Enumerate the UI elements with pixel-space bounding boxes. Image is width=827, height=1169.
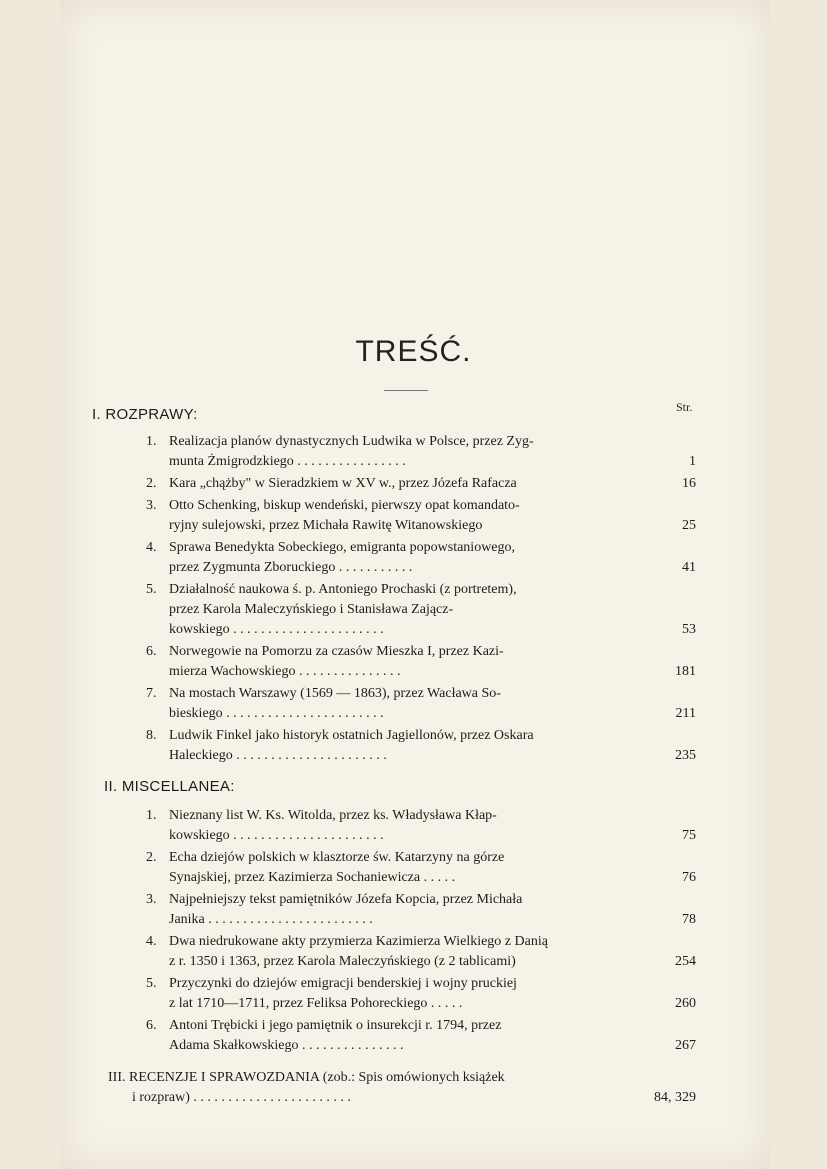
entry-line: Sprawa Benedykta Sobeckiego, emigranta popowstaniowego, [169,540,516,555]
toc-entry[interactable] [146,538,696,578]
toc-entry[interactable] [146,848,696,888]
entry-page-number: 267 [675,1038,696,1053]
entry-line-last [146,662,696,682]
toc-entry[interactable] [146,684,696,724]
entry-line: Na mostach Warszawy (1569 — 1863), przez Wacława So- [169,686,501,701]
section-heading-recenzje: III. RECENZJE I SPRAWOZDANIA (zob.: Spis omówionych książek [108,1070,505,1085]
entry-number: 3. [146,498,157,513]
entry-line-last [146,452,696,472]
entry-line: Haleckiego . . . . . . . . . . . . . . . . . . . . . . [169,748,387,763]
toc-entry[interactable] [146,974,696,1014]
entry-line: Janika . . . . . . . . . . . . . . . . . . . . . . . . [169,912,373,927]
entry-page-number: 211 [675,706,696,721]
entry-line: bieskiego . . . . . . . . . . . . . . . . . . . . . . . [169,706,384,721]
entry-number: 4. [146,540,157,555]
entry-number: 1. [146,808,157,823]
entry-line-last [146,558,696,578]
entry-page-number: 1 [689,454,696,469]
entry-line-last [146,868,696,888]
entry-line: ryjny sulejowski, przez Michała Rawitę Witanowskiego [169,518,483,533]
entry-number: 1. [146,434,157,449]
entry-line: mierza Wachowskiego . . . . . . . . . . . . . . . [169,664,401,679]
entry-line: z lat 1710—1711, przez Feliksa Pohoreckiego . . . . . [169,996,463,1011]
entry-page-number: 84, 329 [654,1090,696,1105]
entry-page-number: 76 [682,870,696,885]
entry-page-number: 41 [682,560,696,575]
entry-number: 5. [146,976,157,991]
entry-line: Synajskiej, przez Kazimierza Sochaniewicza . . . . . [169,870,456,885]
section-heading-rozprawy: I. ROZPRAWY: [92,406,198,423]
entry-number: 3. [146,892,157,907]
entry-line: Przyczynki do dziejów emigracji benderskiej i wojny pruckiej [169,976,517,991]
entry-line: Działalność naukowa ś. p. Antoniego Prochaski (z portretem), [169,582,517,597]
entry-line-last [146,704,696,724]
toc-entry[interactable] [146,932,696,972]
toc-entry[interactable] [146,432,696,472]
entry-page-number: 16 [682,476,696,491]
entry-line-last [146,952,696,972]
entry-number: 4. [146,934,157,949]
entry-line: Realizacja planów dynastycznych Ludwika w Polsce, przez Zyg- [169,434,534,449]
entry-line: Ludwik Finkel jako historyk ostatnich Jagiellonów, przez Oskara [169,728,534,743]
entry-line: Otto Schenking, biskup wendeński, pierwszy opat komandato- [169,498,520,513]
entry-number: 6. [146,644,157,659]
toc-entry-recenzje[interactable] [108,1068,696,1108]
entry-number: 5. [146,582,157,597]
entry-page-number: 75 [682,828,696,843]
toc-entry[interactable] [146,642,696,682]
entry-line-last [146,474,696,494]
entry-line: i rozpraw) . . . . . . . . . . . . . . . . . . . . . . . [132,1090,351,1105]
entry-line-last [146,826,696,846]
entry-line-last [146,1036,696,1056]
page-title: TREŚĆ. [355,335,472,368]
toc-entry[interactable] [146,726,696,766]
toc-entry[interactable] [146,806,696,846]
entry-page-number: 78 [682,912,696,927]
entry-line: Kara „chążby" w Sieradzkiem w XV w., przez Józefa Rafacza [169,476,517,491]
entry-page-number: 25 [682,518,696,533]
entry-line-last [108,1088,696,1108]
entry-line-last [146,746,696,766]
entry-page-number: 235 [675,748,696,763]
entry-line: Antoni Trębicki i jego pamiętnik o insurekcji r. 1794, przez [169,1018,502,1033]
entry-number: 8. [146,728,157,743]
entry-line-last [146,994,696,1014]
entry-line: Dwa niedrukowane akty przymierza Kazimierza Wielkiego z Danią [169,934,548,949]
entry-number: 6. [146,1018,157,1033]
toc-entry[interactable] [146,580,696,640]
entry-page-number: 53 [682,622,696,637]
entry-line: przez Zygmunta Zboruckiego . . . . . . . . . . . [169,560,413,575]
entry-number: 2. [146,476,157,491]
entry-line: Norwegowie na Pomorzu za czasów Mieszka I, przez Kazi- [169,644,504,659]
entry-line: przez Karola Maleczyńskiego i Stanisława Zającz- [169,602,454,617]
toc-entry[interactable] [146,890,696,930]
page-column-label: Str. [676,400,693,414]
entry-number: 7. [146,686,157,701]
entry-page-number: 260 [675,996,696,1011]
entry-line-last [146,516,696,536]
toc-entry[interactable] [146,474,696,494]
entry-line: munta Żmigrodzkiego . . . . . . . . . . . . . . . . [169,454,406,469]
toc-entry[interactable] [146,496,696,536]
entry-line: Adama Skałkowskiego . . . . . . . . . . . . . . . [169,1038,404,1053]
title-rule [384,390,428,391]
entry-page-number: 254 [675,954,696,969]
entry-line: kowskiego . . . . . . . . . . . . . . . . . . . . . . [169,828,384,843]
entry-line: Echa dziejów polskich w klasztorze św. Katarzyny na górze [169,850,505,865]
entry-line-last [146,910,696,930]
entry-line: Nieznany list W. Ks. Witolda, przez ks. Władysława Kłap- [169,808,497,823]
toc-entry[interactable] [146,1016,696,1056]
entry-page-number: 181 [675,664,696,679]
entry-line: kowskiego . . . . . . . . . . . . . . . . . . . . . . [169,622,384,637]
entry-line-last [146,620,696,640]
entry-line: z r. 1350 i 1363, przez Karola Maleczyńskiego (z 2 tablicami) [169,954,516,969]
entry-line: Najpełniejszy tekst pamiętników Józefa Kopcia, przez Michała [169,892,523,907]
section-heading-miscellanea: II. MISCELLANEA: [104,778,235,795]
entry-number: 2. [146,850,157,865]
